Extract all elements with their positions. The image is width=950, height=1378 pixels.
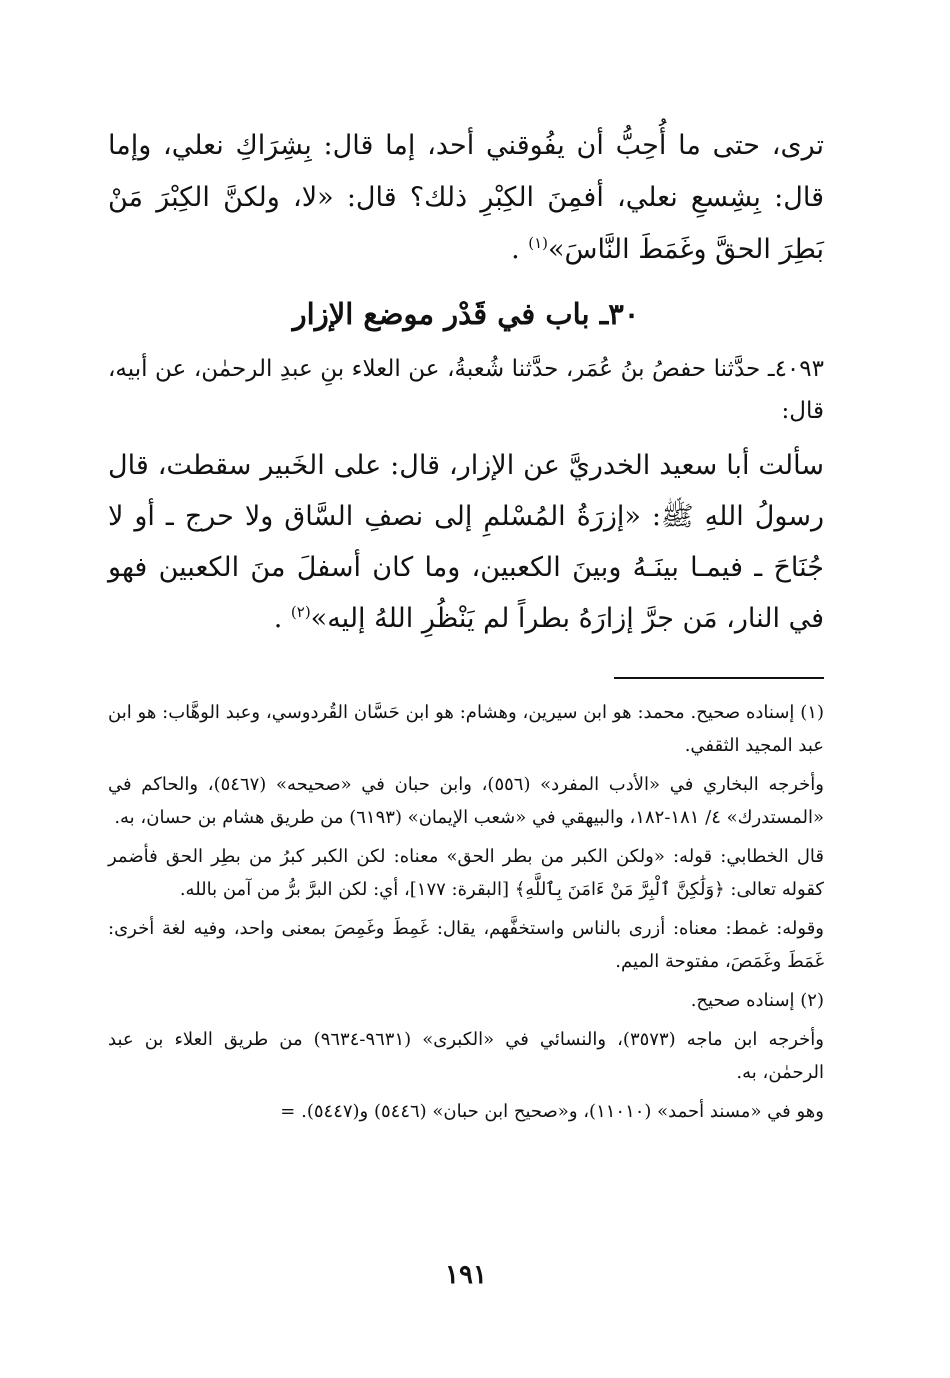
footnotes [108, 696, 824, 1134]
hadith-matn [108, 440, 824, 644]
footnote-paragraph: وأخرجه البخاري في «الأدب المفرد» (٥٥٦)، وابن حبان في «صحيحه» (٥٤٦٧)، والحاكم في «المستدرك» ٤/ ١٨١-١٨٢، والبيهقي في «شعب الإيمان» (٦١٩٣) من طريق هشام بن حسان، به. [108, 774, 824, 828]
footnote-separator [614, 677, 824, 679]
footnote-paragraph: (٢) إسناده صحيح. [690, 990, 824, 1011]
continuation-end: . [511, 234, 520, 265]
footnote-ref-1: (١) [528, 234, 549, 252]
footnote-ref-2: (٢) [290, 603, 311, 621]
footnote-paragraph: (١) إسناده صحيح. محمد: هو ابن سيرين، وهشام: هو ابن حَسَّان القُردوسي، وعبد الوهَّاب: هو ابن عبد المجيد الثقفي. [108, 702, 824, 756]
footnote-paragraph: وقوله: غمط: معناه: أزرى بالناس واستخفَّهم، يقال: غَمِطَ وغَمِصَ بمعنى واحد، وفيه لغة أخرى: غَمَطَ وغَمَصَ، مفتوحة الميم. [108, 918, 824, 972]
footnote-paragraph: وهو في «مسند أحمد» (١١٠١٠)، و«صحيح ابن حبان» (٥٤٤٦) و(٥٤٤٧). = [280, 1101, 824, 1122]
footnote-paragraph: قال الخطابي: قوله: «ولكن الكبر من بطر الحق» معناه: لكن الكبر كبرُ من بطِر الحق فأضمر كقوله تعالى: ﴿وَلَٰكِنَّ ٱلْبِرَّ مَنْ ءَامَنَ بِٱللَّهِ﴾ [البقرة: ١٧٧]، أي: لكن البرَّ برُّ من آمن بالله. [108, 846, 824, 900]
page-number: ١٩١ [445, 1260, 487, 1290]
main-text [108, 120, 824, 276]
hadith-matn-text: سألت أبا سعيد الخدريَّ عن الإزار، قال: على الخَبير سقطت، قال رسولُ اللهِ ﷺ: «إزرَةُ المُسْلمِ إلى نصفِ السَّاق ولا حرج ـ أو لا جُنَاحَ ـ فيمـا بينَـهُ وبينَ الكعبين، وما كان أسفلَ منَ الكعبين فهو في النار، مَن جرَّ إزارَهُ بطراً لم يَنْظُرِ اللهُ إليه» [108, 450, 824, 634]
chapter-heading: ٣٠ـ باب في قَدْر موضع الإزار [292, 297, 640, 331]
book-page [108, 120, 824, 1320]
hadith-matn-end: . [273, 603, 283, 634]
footnote-paragraph: وأخرجه ابن ماجه (٣٥٧٣)، والنسائي في «الكبرى» (٩٦٣١-٩٦٣٤) من طريق العلاء بن عبد الرحمٰن، به. [108, 1029, 824, 1083]
continuation-text: ترى، حتى ما أُحِبُّ أن يفُوقني أحد، إما قال: بِشِرَاكِ نعلي، وإما قال: بِشِسعِ نعلي، أفمِنَ الكِبْرِ ذلك؟ قال: «لا، ولكنَّ الكِبْرَ مَنْ بَطِرَ الحقَّ وغَمَطَ النَّاسَ» [108, 130, 824, 265]
continuation-paragraph [108, 120, 824, 276]
hadith-isnad: ٤٠٩٣ـ حدَّثنا حفصُ بنُ عُمَر، حدَّثنا شُعبةُ، عن العلاء بنِ عبدِ الرحمٰن، عن أبيه، قال: [108, 356, 824, 424]
